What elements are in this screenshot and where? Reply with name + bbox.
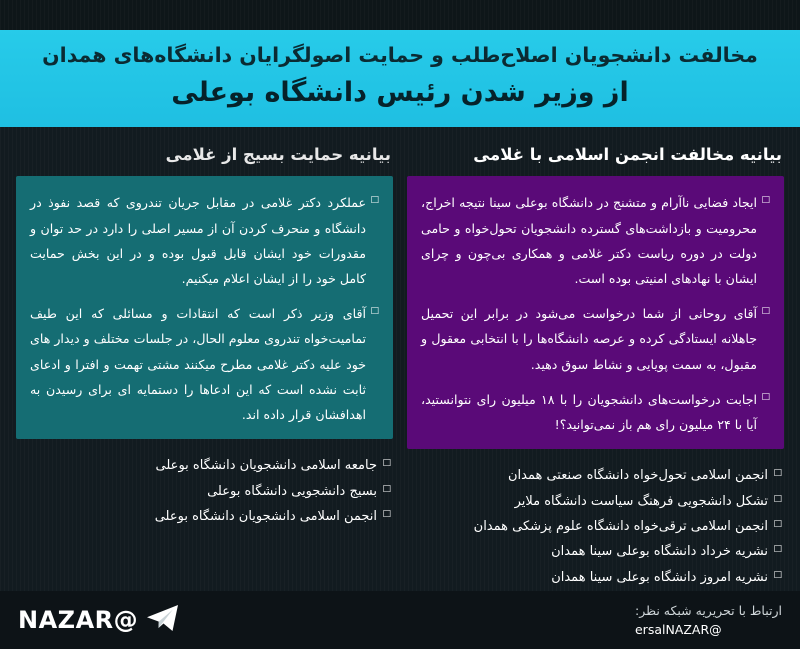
headline-line-1: مخالفت دانشجویان اصلاح‌طلب و حمایت اصولگرایان دانشگاه‌های همدان	[42, 43, 758, 67]
panel-support	[16, 176, 393, 439]
list-item: □ بسیج دانشجویی دانشگاه بوعلی	[18, 479, 391, 504]
content-area	[0, 127, 800, 591]
column-title-support: بیانیه حمایت بسیج از غلامی	[165, 145, 391, 165]
column-title-opposition: بیانیه مخالفت انجمن اسلامی با غلامی	[473, 145, 782, 165]
panel-opposition	[407, 176, 784, 449]
column-support-statement	[16, 141, 393, 591]
list-item: □ نشریه خرداد دانشگاه بوعلی سینا همدان	[409, 539, 782, 564]
column-opposition-statement	[407, 141, 784, 591]
list-item: □ تشکل دانشجویی فرهنگ سیاست دانشگاه ملایر	[409, 489, 782, 514]
headline-line-2: از وزیر شدن رئیس دانشگاه بوعلی	[171, 76, 629, 108]
headline-band	[0, 30, 800, 127]
telegram-icon	[146, 603, 180, 637]
signatory-list-opposition	[407, 463, 784, 590]
signatory-list-support	[16, 453, 393, 529]
list-item: □ انجمن اسلامی ترقی‌خواه دانشگاه علوم پزشکی همدان	[409, 514, 782, 539]
list-item: □ انجمن اسلامی تحول‌خواه دانشگاه صنعتی همدان	[409, 463, 782, 488]
brand-block	[18, 603, 180, 637]
paragraph: □ عملکرد دکتر غلامی در مقابل جریان تندروی که قصد نفوذ در دانشگاه و منحرف کردن آن از مسیر اصلی را دارد در حد توان و مقدورات خود ایشان قابل قبول بوده و در این بخش حمایت کامل خود را از ایشان اعلام میکنیم.	[30, 190, 379, 291]
list-item: □ جامعه اسلامی دانشجویان دانشگاه بوعلی	[18, 453, 391, 478]
footer	[0, 591, 800, 649]
paragraph: □ آقای وزیر ذکر است که انتقادات و مسائلی که این طیف تمامیت‌خواه تندروی معلوم الحال، در جلسات مختلف و دیدار های خود علیه دکتر غلامی مطرح میکنند مشتی تهمت و افترا و ادعای ثابت نشده است که این ادعاها را دستمایه ای برای رسیدن به اهدافشان قرار داده اند.	[30, 301, 379, 427]
top-decorative-strip	[0, 0, 800, 30]
contact-info	[635, 601, 782, 640]
paragraph: □ آقای روحانی از شما درخواست می‌شود در برابر این تحمیل جاهلانه ایستادگی کرده و عرصه دانشگاه‌ها را با انتخابی معقول و مقبول، به سمت پویایی و نشاط سوق دهید.	[421, 301, 770, 377]
contact-label: ارتباط با تحریریه شبکه نظر:	[634, 602, 782, 618]
list-item: □ نشریه امروز دانشگاه بوعلی سینا همدان	[409, 565, 782, 590]
channel-handle: @NAZAR	[18, 606, 139, 634]
paragraph: □ ایجاد فضایی ناآرام و متشنج در دانشگاه بوعلی سینا نتیجه اخراج، محرومیت و بازداشت‌های گسترده دانشجویان تحول‌خواه و حامی دولت در دوره ریاست دکتر غلامی و همکاری بی‌چون و چرای ایشان با نهادهای امنیتی بوده است.	[421, 190, 770, 291]
paragraph: □ اجابت درخواست‌های دانشجویان را با ۱۸ میلیون رای نتوانستید، آیا با ۲۴ میلیون رای هم باز نمی‌توانید؟!	[421, 387, 770, 437]
contact-handle[interactable]: @ersalNAZAR	[634, 622, 722, 637]
list-item: □ انجمن اسلامی دانشجویان دانشگاه بوعلی	[18, 504, 391, 529]
